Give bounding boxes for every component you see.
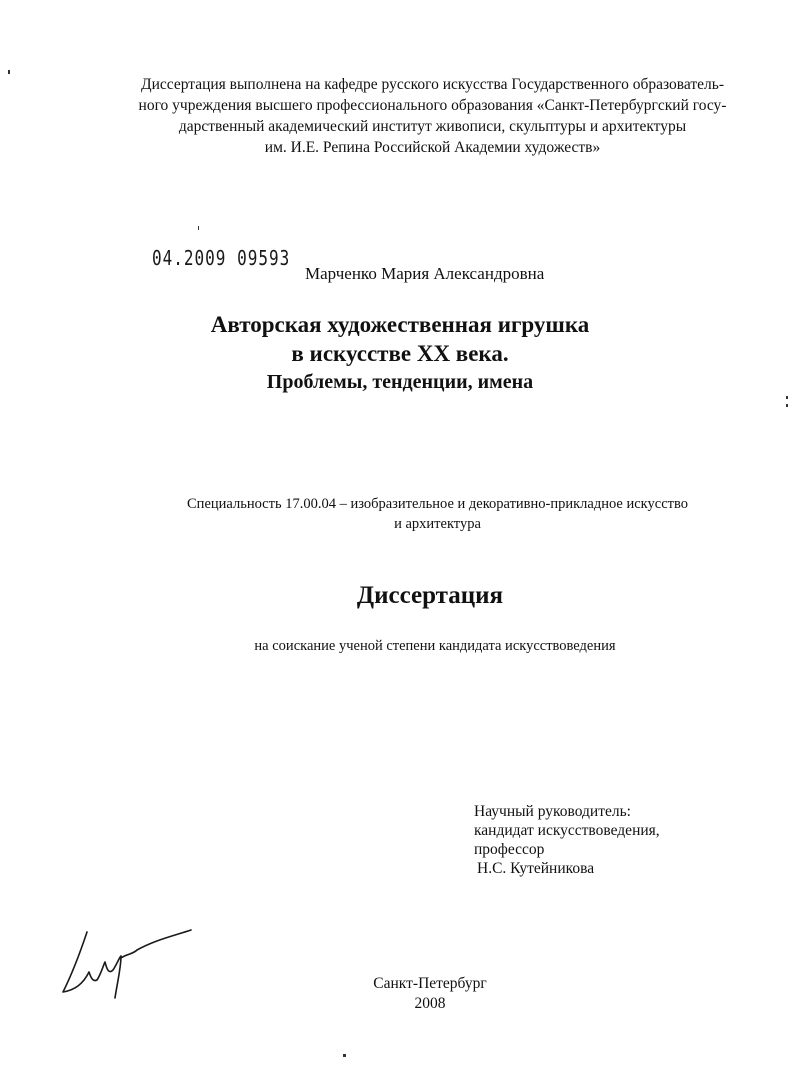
supervisor-degree: кандидат искусствоведения,	[474, 822, 660, 839]
title-line-2: в искусстве XX века.	[291, 341, 509, 366]
scan-speck	[343, 1054, 346, 1057]
degree-line: на соискание ученой степени кандидата искусствоведения	[254, 638, 616, 654]
place-and-year	[330, 974, 530, 1014]
year: 2008	[414, 995, 446, 1012]
dissertation-title	[130, 310, 670, 396]
author-name: Марченко Мария Александровна	[305, 264, 545, 283]
city: Санкт-Петербург	[373, 975, 487, 992]
scan-speck	[8, 70, 10, 74]
title-line-1: Авторская художественная игрушка	[210, 312, 590, 337]
header-line-3: дарственный академический институт живописи, скульптуры и архитектуры	[178, 118, 687, 135]
scan-speck	[786, 404, 788, 407]
supervisor-rank: профессор	[474, 841, 545, 858]
supervisor-block	[474, 802, 660, 878]
title-subtitle: Проблемы, тенденции, имена	[266, 371, 534, 393]
specialty-line-2: и архитектура	[394, 516, 481, 532]
document-type-heading: Диссертация	[356, 582, 504, 609]
scan-speck	[786, 396, 788, 399]
institution-header	[120, 74, 745, 158]
header-line-2: ного учреждения высшего профессионального образования «Санкт-Петербургский госу-	[138, 97, 727, 114]
supervisor-name: Н.С. Кутейникова	[477, 860, 595, 877]
specialty-line-1: Специальность 17.00.04 – изобразительное и декоративно-прикладное искусство	[187, 496, 688, 512]
handwritten-signature	[55, 928, 195, 1000]
specialty-block	[140, 494, 735, 534]
scan-speck	[198, 226, 199, 230]
header-line-4: им. И.Е. Репина Российской Академии художеств»	[264, 139, 601, 156]
supervisor-label: Научный руководитель:	[474, 803, 631, 820]
registration-stamp-number: 04.2009 09593	[152, 246, 291, 270]
header-line-1: Диссертация выполнена на кафедре русского искусства Государственного образователь-	[141, 76, 724, 93]
